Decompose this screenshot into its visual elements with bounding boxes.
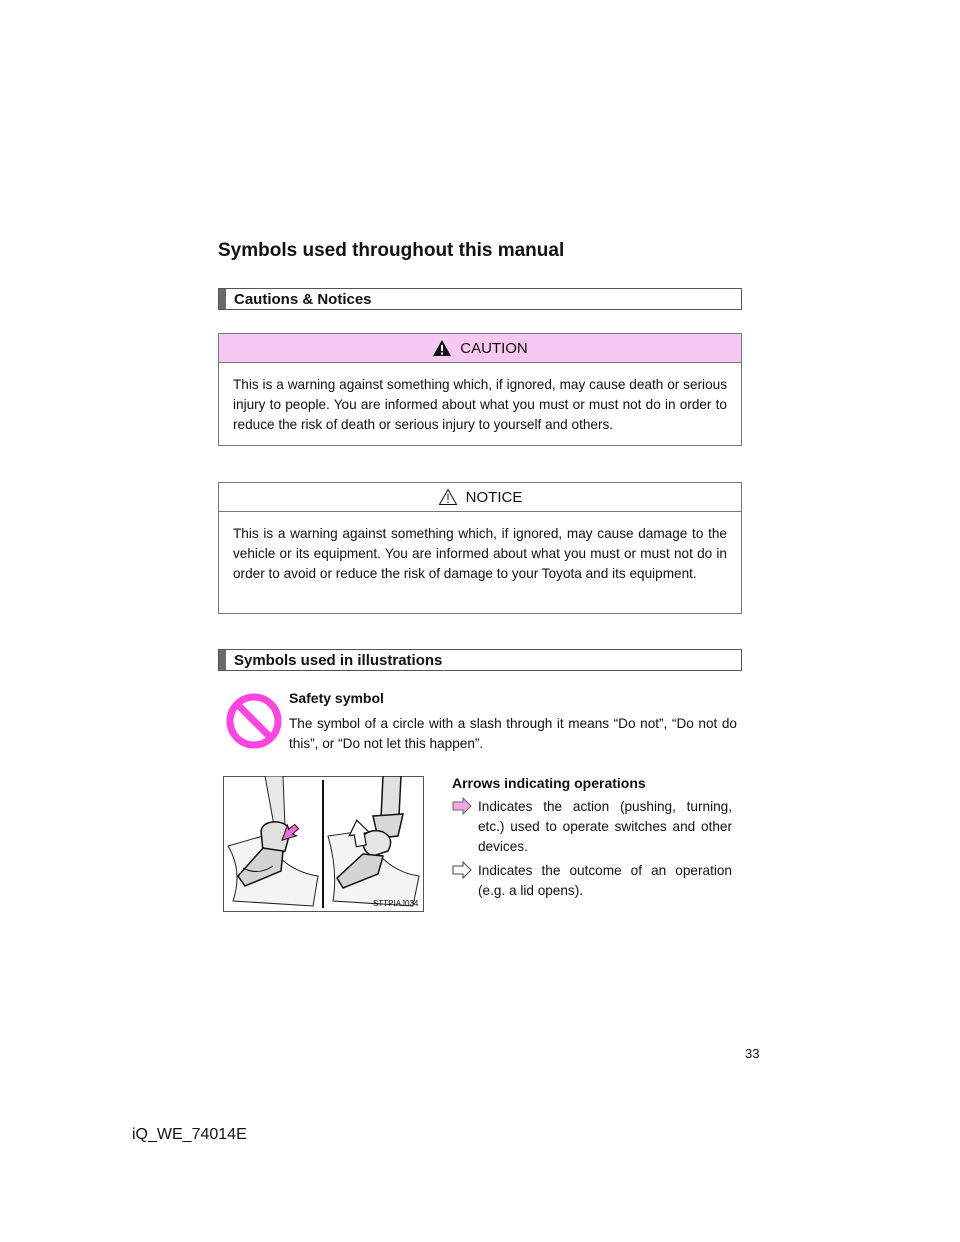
prohibition-icon xyxy=(226,693,282,749)
arrows-title: Arrows indicating operations xyxy=(452,775,646,791)
section-header-illustrations xyxy=(218,649,742,671)
arrow-outcome-text: Indicates the outcome of an operation (e.g. a lid opens). xyxy=(478,863,732,898)
notice-label: NOTICE xyxy=(465,488,523,506)
caution-box xyxy=(218,333,742,446)
arrow-action-text: Indicates the action (pushing, turning, etc.) used to operate switches and other devices. xyxy=(478,799,732,854)
safety-symbol-text: The symbol of a circle with a slash through it means “Do not”, “Do not do this”, or “Do not let this happen”. xyxy=(289,716,737,751)
section-title: Symbols used in illustrations xyxy=(234,651,443,669)
section-tab-marker xyxy=(219,650,226,670)
caution-text: This is a warning against something which, if ignored, may cause death or serious injury to people. You are informed about what you must or must not do in order to reduce the risk of death or serious injury to yourself and others. xyxy=(233,377,727,432)
arrow-outcome-item xyxy=(452,861,732,901)
page-number: 33 xyxy=(745,1046,760,1061)
page-title: Symbols used throughout this manual xyxy=(218,240,565,261)
document-code: iQ_WE_74014E xyxy=(132,1126,247,1143)
arrow-action-item xyxy=(452,797,732,857)
caution-header xyxy=(219,334,741,363)
warning-triangle-outline-icon xyxy=(438,488,458,506)
section-header-cautions xyxy=(218,288,742,310)
outline-arrow-icon xyxy=(452,861,472,879)
safety-symbol-title: Safety symbol xyxy=(289,690,384,706)
arrows-block xyxy=(452,775,732,901)
seatbelt-buckle-illustration xyxy=(223,776,424,912)
section-tab-marker xyxy=(219,289,226,309)
filled-arrow-icon xyxy=(452,797,472,815)
section-title: Cautions & Notices xyxy=(234,290,372,308)
notice-header xyxy=(219,483,741,512)
illustration-code: STTPIAJ034 xyxy=(373,899,419,908)
caution-label: CAUTION xyxy=(460,339,528,357)
notice-box xyxy=(218,482,742,614)
safety-symbol-block xyxy=(289,690,737,754)
notice-text: This is a warning against something which, if ignored, may cause damage to the vehicle or its equipment. You are informed about what you must or must not do in order to avoid or reduce the risk of damage to your Toyota and its equipment. xyxy=(233,526,727,581)
warning-triangle-filled-icon xyxy=(432,339,452,357)
